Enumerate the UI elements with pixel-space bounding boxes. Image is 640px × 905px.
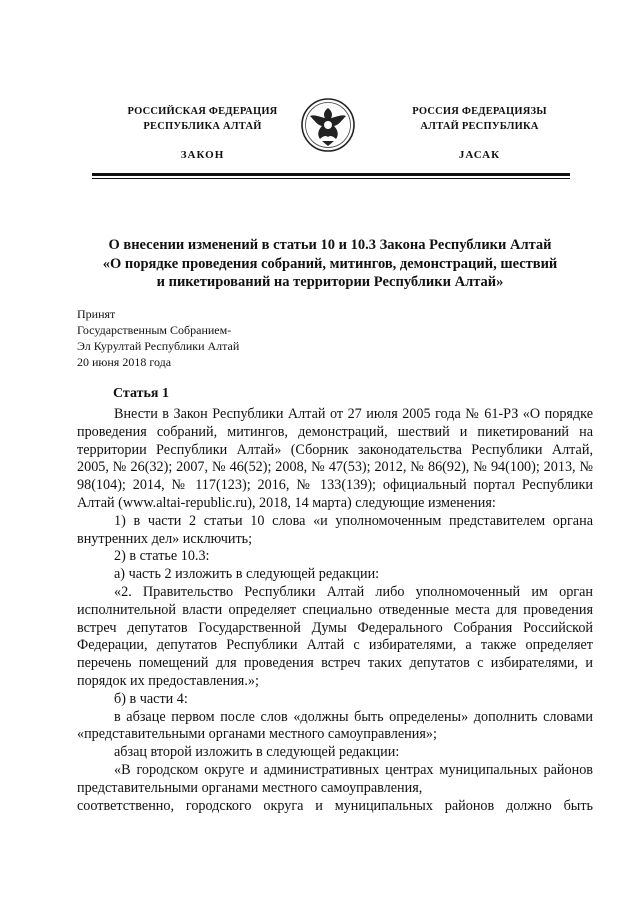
paragraph: б) в части 4: (114, 690, 188, 707)
header-left-line-1: РОССИЙСКАЯ ФЕДЕРАЦИЯ (127, 106, 278, 117)
paragraph: абзац второй изложить в следующей редакции: (114, 744, 400, 761)
header-left-law: ЗАКОН (180, 149, 225, 161)
adoption-line-3: Эл Курултай Республики Алтай (77, 339, 240, 353)
adoption-line-1: Принят (77, 307, 116, 321)
header-rule-thin (92, 178, 570, 179)
paragraph: Внести в Закон Республики Алтай от 27 июля 2005 года № 61-РЗ «О порядке проведения собраний, митингов, демонстраций, шествий и пикетирований на территории Республики Алтай» (Сборник законодательства Республики Алтай, 2005, № 26(32); 2007, № 46(52); 2008, № 47(53); 2012, № 86(92), № 94(100); 2013, № 98(104); 2014, № 117(123); 2016, № 133(139); официальный портал Республики Алтай (www.altai-republic.ru), 2018, 14 марта) следующие изменения: (77, 406, 593, 511)
paragraph: 1) в части 2 статьи 10 слова «и уполномоченным представителем органа внутренних дел» исключить; (77, 512, 593, 547)
adoption-note (77, 306, 239, 370)
article-body (77, 406, 593, 815)
paragraph: «2. Правительство Республики Алтай либо уполномоченный им орган исполнительной власти определяет специально отведенные места для проведения встреч депутатов Государственной Думы Федерального Собрания Российской Федерации, депутатов Республики Алтай с избирателями, а также определяет перечень помещений для проведения встреч таких депутатов с избирателями, и порядок их предоставления.»; (77, 583, 593, 689)
title-line-2: «О порядке проведения собраний, митингов, демонстраций, шествий (102, 255, 558, 272)
adoption-line-2: Государственным Собранием- (77, 323, 232, 337)
paragraph: а) часть 2 изложить в следующей редакции: (114, 566, 380, 583)
header-left-line-2: РЕСПУБЛИКА АЛТАЙ (143, 121, 262, 132)
altai-coat-of-arms-icon (300, 95, 356, 155)
title-line-1: О внесении изменений в статьи 10 и 10.3 Закона Республики Алтай (108, 237, 552, 253)
paragraph-last: «В городском округе и административных центрах муниципальных районов представительными органами местного самоуправления, (77, 761, 593, 796)
header-right-line-1: РОССИЯ ФЕДЕРАЦИЯЗЫ (412, 106, 547, 117)
header-right (392, 104, 567, 163)
header-rule-thick (92, 173, 570, 176)
paragraph: в абзаце первом после слов «должны быть определены» дополнить словами «представительными органами местного самоуправления»; (77, 708, 593, 743)
adoption-date: 20 июня 2018 года (77, 355, 172, 369)
header-right-line-2: АЛТАЙ РЕСПУБЛИКА (420, 121, 539, 132)
paragraph: 2) в статье 10.3: (114, 548, 210, 565)
article-heading: Статья 1 (113, 386, 169, 401)
paragraph-last-tail: соответственно, городского округа и муниципальных районов должно быть (77, 797, 593, 814)
document-title (70, 236, 590, 292)
header-left (110, 104, 295, 163)
header-right-law: ЈАСАК (458, 149, 501, 161)
title-line-3: и пикетирований на территории Республики Алтай» (156, 274, 504, 290)
